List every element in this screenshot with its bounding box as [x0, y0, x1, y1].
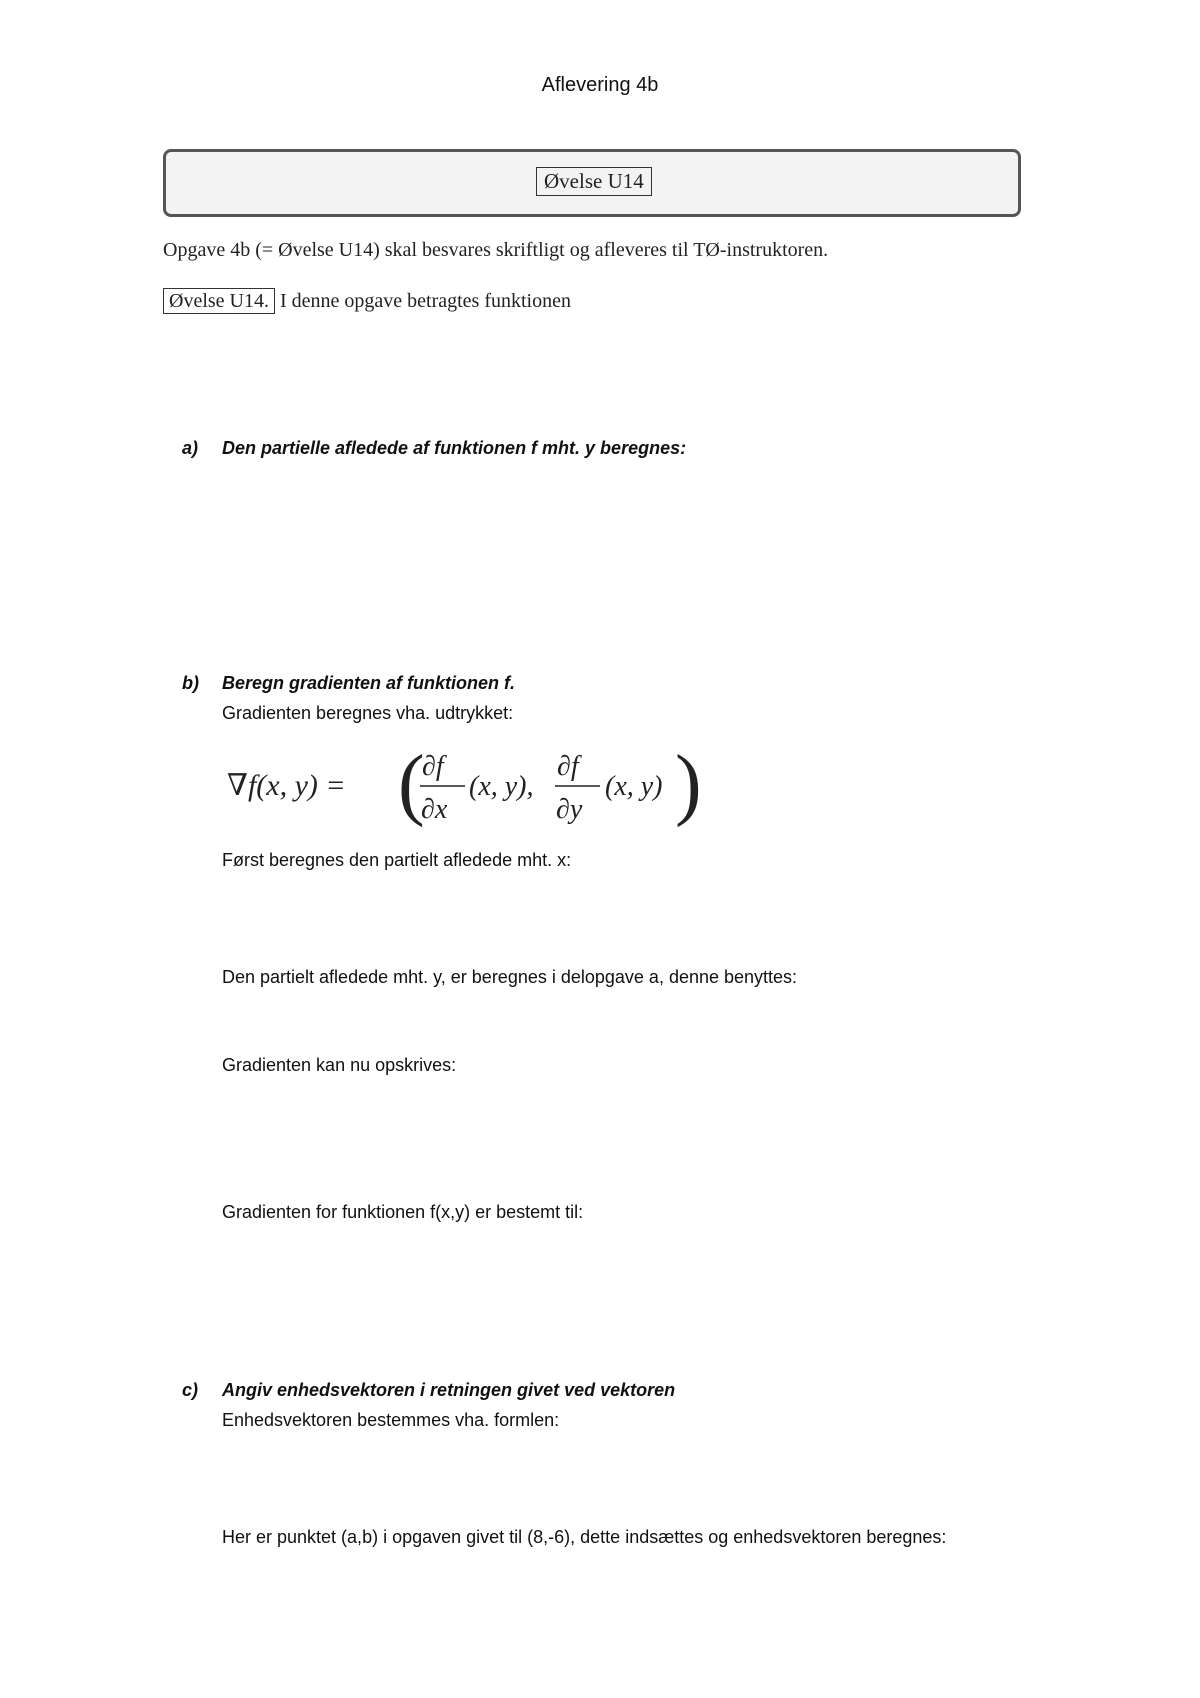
intro-text: Opgave 4b (= Øvelse U14) skal besvares skriftligt og afleveres til TØ-instruktoren. — [163, 239, 829, 261]
part-b-line4: Gradienten kan nu opskrives: — [222, 1055, 457, 1075]
formula-arg-1: (x, y), — [469, 771, 534, 802]
part-c-heading — [182, 1380, 675, 1401]
part-c-line2: Her er punktet (a,b) i opgaven givet til (8,-6), dette indsættes og enhedsvektoren beregnes: — [222, 1527, 947, 1547]
formula-arg-2: (x, y) — [605, 771, 663, 802]
part-b-line5: Gradienten for funktionen f(x,y) er bestemt til: — [222, 1202, 584, 1222]
page-header-title: Aflevering 4b — [541, 74, 659, 96]
part-a-heading — [182, 438, 686, 459]
part-c-line1: Enhedsvektoren bestemmes vha. formlen: — [222, 1410, 560, 1430]
exercise-line-text: I denne opgave betragtes funktionen — [279, 290, 571, 312]
exercise-line — [163, 290, 571, 313]
exercise-line-label: Øvelse U14. — [163, 288, 275, 314]
part-b-line3: Den partielt afledede mht. y, er beregnes i delopgave a, denne benyttes: — [222, 967, 798, 987]
gradient-formula — [225, 740, 705, 830]
formula-lhs: ∇f(x, y) = — [227, 769, 346, 802]
part-b-line2: Først beregnes den partielt afledede mht. x: — [222, 850, 572, 870]
exercise-title-box — [163, 149, 1021, 217]
formula-right-paren: ) — [675, 740, 702, 828]
part-c-letter: c) — [182, 1380, 199, 1400]
exercise-title-label: Øvelse U14 — [536, 167, 652, 196]
part-b-letter: b) — [182, 673, 199, 693]
part-b-line1: Gradienten beregnes vha. udtrykket: — [222, 703, 514, 723]
formula-denominator-2: ∂y — [556, 794, 583, 825]
part-b-heading — [182, 673, 515, 694]
part-b-heading-text: Beregn gradienten af funktionen f. — [222, 673, 516, 693]
part-a-letter: a) — [182, 438, 199, 458]
formula-denominator-1: ∂x — [421, 794, 448, 825]
part-c-heading-text: Angiv enhedsvektoren i retningen givet ved vektoren — [222, 1380, 676, 1400]
part-a-heading-text: Den partielle afledede af funktionen f mht. y beregnes: — [222, 438, 687, 458]
formula-left-paren: ( — [398, 740, 425, 828]
formula-numerator-2: ∂f — [557, 751, 579, 782]
formula-numerator-1: ∂f — [422, 751, 444, 782]
